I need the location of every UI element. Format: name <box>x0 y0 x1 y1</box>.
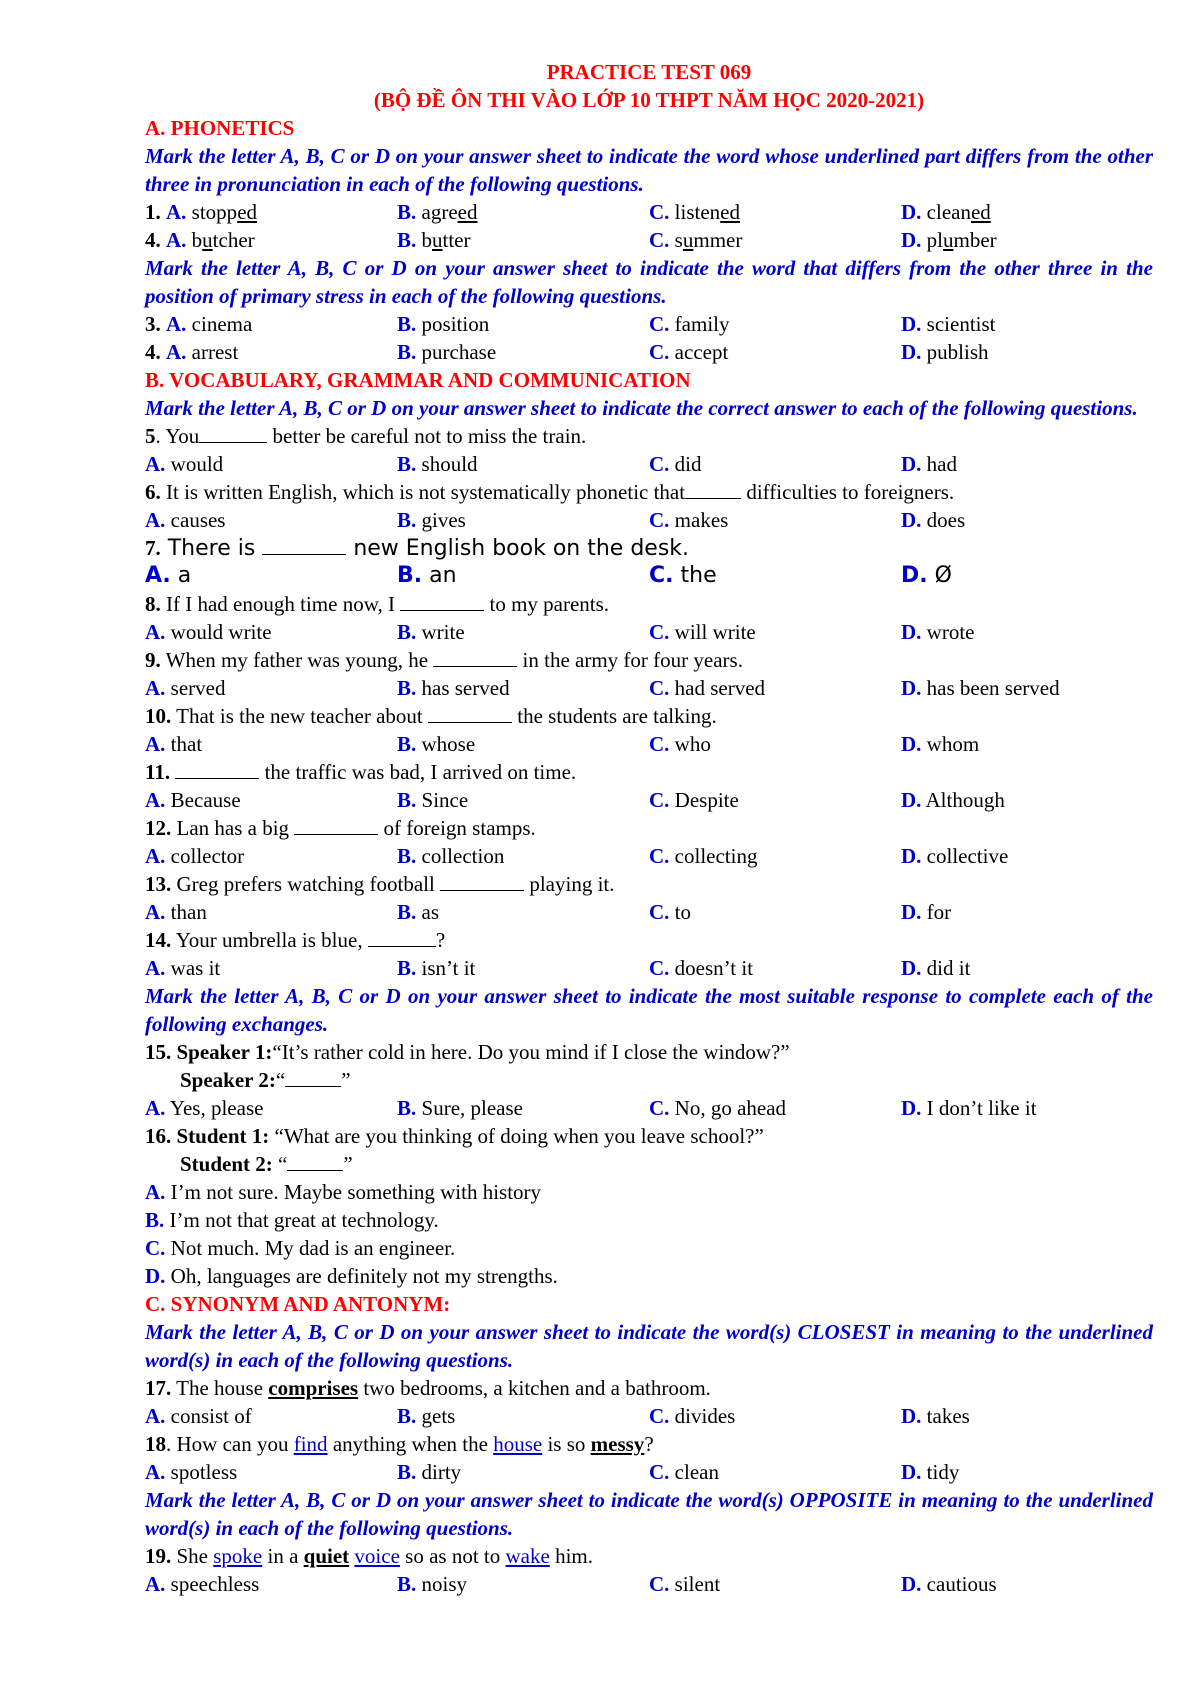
hyperlink-word[interactable]: voice <box>354 1544 400 1568</box>
option-b: B. purchase <box>397 340 497 364</box>
section-b-instruction-2: Mark the letter A, B, C or D on your answer sheet to indicate the most suitable response to complete each of the following exchanges. <box>145 984 1153 1036</box>
option-d: D. Although <box>901 788 1005 812</box>
option-a: A. consist of <box>145 1404 252 1428</box>
question-18: 18. How can you find anything when the house is so messy? <box>145 1432 654 1456</box>
option-d: D. cautious <box>901 1572 997 1596</box>
option-a: A. Because <box>145 788 241 812</box>
option-d: D. plumber <box>901 228 997 252</box>
question-3-options <box>145 310 1153 338</box>
worksheet-page <box>145 58 1153 1598</box>
option-a: A. served <box>145 676 226 700</box>
question-9-options <box>145 674 1153 702</box>
hyperlink-word[interactable]: wake <box>505 1544 550 1568</box>
question-16-student-1: 16. Student 1: “What are you thinking of doing when you leave school?” <box>145 1124 764 1148</box>
section-c-heading: C. SYNONYM AND ANTONYM: <box>145 1292 451 1316</box>
answer-blank <box>428 702 512 723</box>
option-d: D. wrote <box>901 620 975 644</box>
option-a: A. collector <box>145 844 245 868</box>
option-a: 3. A. cinema <box>145 312 253 336</box>
question-19: 19. She spoke in a quiet voice so as not to wake him. <box>145 1544 593 1568</box>
option-d: D. does <box>901 508 966 532</box>
option-a: 1. A. stopped <box>145 200 258 224</box>
hyperlink-word[interactable]: find <box>293 1432 328 1456</box>
option-c: C. did <box>649 452 702 476</box>
answer-blank <box>294 814 378 835</box>
question-14-options <box>145 954 1153 982</box>
answer-blank <box>199 422 267 443</box>
option-b: B. gets <box>397 1404 456 1428</box>
option-d: D. has been served <box>901 676 1060 700</box>
option-d: D. collective <box>901 844 1009 868</box>
question-6-options <box>145 506 1153 534</box>
section-c-instruction-1: Mark the letter A, B, C or D on your answer sheet to indicate the word(s) CLOSEST in meaning to the underlined word(s) in each of the following questions. <box>145 1320 1153 1372</box>
question-4-options <box>145 338 1153 366</box>
section-b-heading: B. VOCABULARY, GRAMMAR AND COMMUNICATION <box>145 368 691 392</box>
question-19-options <box>145 1570 1153 1598</box>
option-a: A. spotless <box>145 1460 238 1484</box>
question-16-option-d: D. Oh, languages are definitely not my strengths. <box>145 1264 558 1288</box>
question-6: 6. It is written English, which is not systematically phonetic that difficulties to foreigners. <box>145 480 955 504</box>
option-d: D. whom <box>901 732 980 756</box>
option-a: A. would write <box>145 620 272 644</box>
option-c: C. Despite <box>649 788 739 812</box>
option-c: C. the <box>649 563 717 588</box>
question-16-option-a: A. I’m not sure. Maybe something with history <box>145 1180 542 1204</box>
option-a: A. would <box>145 452 224 476</box>
question-8-options <box>145 618 1153 646</box>
option-b: B. collection <box>397 844 505 868</box>
section-b-instruction-1: Mark the letter A, B, C or D on your answer sheet to indicate the correct answer to each of the following questions. <box>145 396 1138 420</box>
option-d: D. takes <box>901 1404 970 1428</box>
option-d: D. publish <box>901 340 989 364</box>
option-b: B. isn’t it <box>397 956 476 980</box>
section-a-instruction-2: Mark the letter A, B, C or D on your answer sheet to indicate the word that differs from the other three in the position of primary stress in each of the following questions. <box>145 256 1153 308</box>
page-subtitle: (BỘ ĐỀ ÔN THI VÀO LỚP 10 THPT NĂM HỌC 2020-2021) <box>373 88 925 112</box>
option-a: A. a <box>145 563 192 588</box>
option-b: B. agreed <box>397 200 478 224</box>
answer-blank <box>262 534 346 555</box>
option-c: C. accept <box>649 340 729 364</box>
option-d: D. did it <box>901 956 971 980</box>
question-16-option-c: C. Not much. My dad is an engineer. <box>145 1236 456 1260</box>
option-b: B. noisy <box>397 1572 468 1596</box>
question-18-options <box>145 1458 1153 1486</box>
section-c-instruction-2: Mark the letter A, B, C or D on your answer sheet to indicate the word(s) OPPOSITE in meaning to the underlined word(s) in each of the following questions. <box>145 1488 1153 1540</box>
question-15-speaker-1: 15. Speaker 1:“It’s rather cold in here. Do you mind if I close the window?” <box>145 1040 790 1064</box>
option-d: D. scientist <box>901 312 996 336</box>
question-7-options <box>145 562 1153 590</box>
question-5-options <box>145 450 1153 478</box>
option-c: C. summer <box>649 228 743 252</box>
hyperlink-word[interactable]: house <box>493 1432 543 1456</box>
option-c: C. silent <box>649 1572 721 1596</box>
option-b: B. write <box>397 620 465 644</box>
option-b: B. butter <box>397 228 471 252</box>
option-a: A. causes <box>145 508 226 532</box>
option-c: C. doesn’t it <box>649 956 754 980</box>
question-2-options <box>145 226 1153 254</box>
option-a: 4. A. arrest <box>145 340 239 364</box>
question-13-options <box>145 898 1153 926</box>
hyperlink-word[interactable]: spoke <box>213 1544 263 1568</box>
option-d: D. tidy <box>901 1460 960 1484</box>
question-12: 12. Lan has a big of foreign stamps. <box>145 816 536 840</box>
option-a: 4. A. butcher <box>145 228 255 252</box>
question-5: 5. You better be careful not to miss the train. <box>145 424 587 448</box>
page-title: PRACTICE TEST 069 <box>546 60 752 84</box>
question-17-options <box>145 1402 1153 1430</box>
option-d: D. had <box>901 452 957 476</box>
option-c: C. No, go ahead <box>649 1096 787 1120</box>
option-b: B. an <box>397 563 457 588</box>
option-c: C. collecting <box>649 844 758 868</box>
option-c: C. divides <box>649 1404 736 1428</box>
option-b: B. position <box>397 312 490 336</box>
option-c: C. who <box>649 732 711 756</box>
option-b: B. gives <box>397 508 466 532</box>
answer-blank <box>685 478 741 499</box>
question-14: 14. Your umbrella is blue, ? <box>145 928 446 952</box>
option-b: B. Since <box>397 788 469 812</box>
option-c: C. makes <box>649 508 729 532</box>
question-8: 8. If I had enough time now, I to my parents. <box>145 592 610 616</box>
section-a-heading: A. PHONETICS <box>145 116 295 140</box>
option-c: C. will write <box>649 620 756 644</box>
question-12-options <box>145 842 1153 870</box>
question-9: 9. When my father was young, he in the army for four years. <box>145 648 743 672</box>
answer-blank <box>433 646 517 667</box>
option-a: A. that <box>145 732 203 756</box>
answer-blank <box>175 758 259 779</box>
option-b: B. should <box>397 452 478 476</box>
option-c: C. listened <box>649 200 740 224</box>
question-16-student-2: Student 2: “ ” <box>180 1152 353 1176</box>
option-a: A. speechless <box>145 1572 260 1596</box>
option-c: C. had served <box>649 676 766 700</box>
question-11: 11. the traffic was bad, I arrived on time. <box>145 760 577 784</box>
option-b: B. dirty <box>397 1460 462 1484</box>
question-11-options <box>145 786 1153 814</box>
option-d: D. Ø <box>901 563 952 588</box>
answer-blank <box>440 870 524 891</box>
question-15-options <box>145 1094 1153 1122</box>
question-16-option-b: B. I’m not that great at technology. <box>145 1208 439 1232</box>
option-c: C. family <box>649 312 730 336</box>
option-a: A. Yes, please <box>145 1096 264 1120</box>
option-d: D. cleaned <box>901 200 991 224</box>
option-b: B. whose <box>397 732 476 756</box>
question-17: 17. The house comprises two bedrooms, a kitchen and a bathroom. <box>145 1376 711 1400</box>
option-c: C. to <box>649 900 692 924</box>
answer-blank <box>400 590 484 611</box>
question-13: 13. Greg prefers watching football playing it. <box>145 872 615 896</box>
question-10-options <box>145 730 1153 758</box>
option-b: B. Sure, please <box>397 1096 523 1120</box>
option-a: A. was it <box>145 956 221 980</box>
question-10: 10. That is the new teacher about the students are talking. <box>145 704 717 728</box>
question-7: 7. There is new English book on the desk. <box>145 536 690 561</box>
section-a-instruction-1: Mark the letter A, B, C or D on your answer sheet to indicate the word whose underlined part differs from the other three in pronunciation in each of the following questions. <box>145 144 1153 196</box>
option-b: B. as <box>397 900 440 924</box>
option-d: D. for <box>901 900 952 924</box>
option-b: B. has served <box>397 676 510 700</box>
option-d: D. I don’t like it <box>901 1096 1037 1120</box>
option-a: A. than <box>145 900 207 924</box>
option-c: C. clean <box>649 1460 719 1484</box>
answer-blank <box>285 1066 341 1087</box>
answer-blank <box>368 926 436 947</box>
question-15-speaker-2: Speaker 2:“ ” <box>180 1068 351 1092</box>
answer-blank <box>287 1150 343 1171</box>
question-1-options <box>145 198 1153 226</box>
